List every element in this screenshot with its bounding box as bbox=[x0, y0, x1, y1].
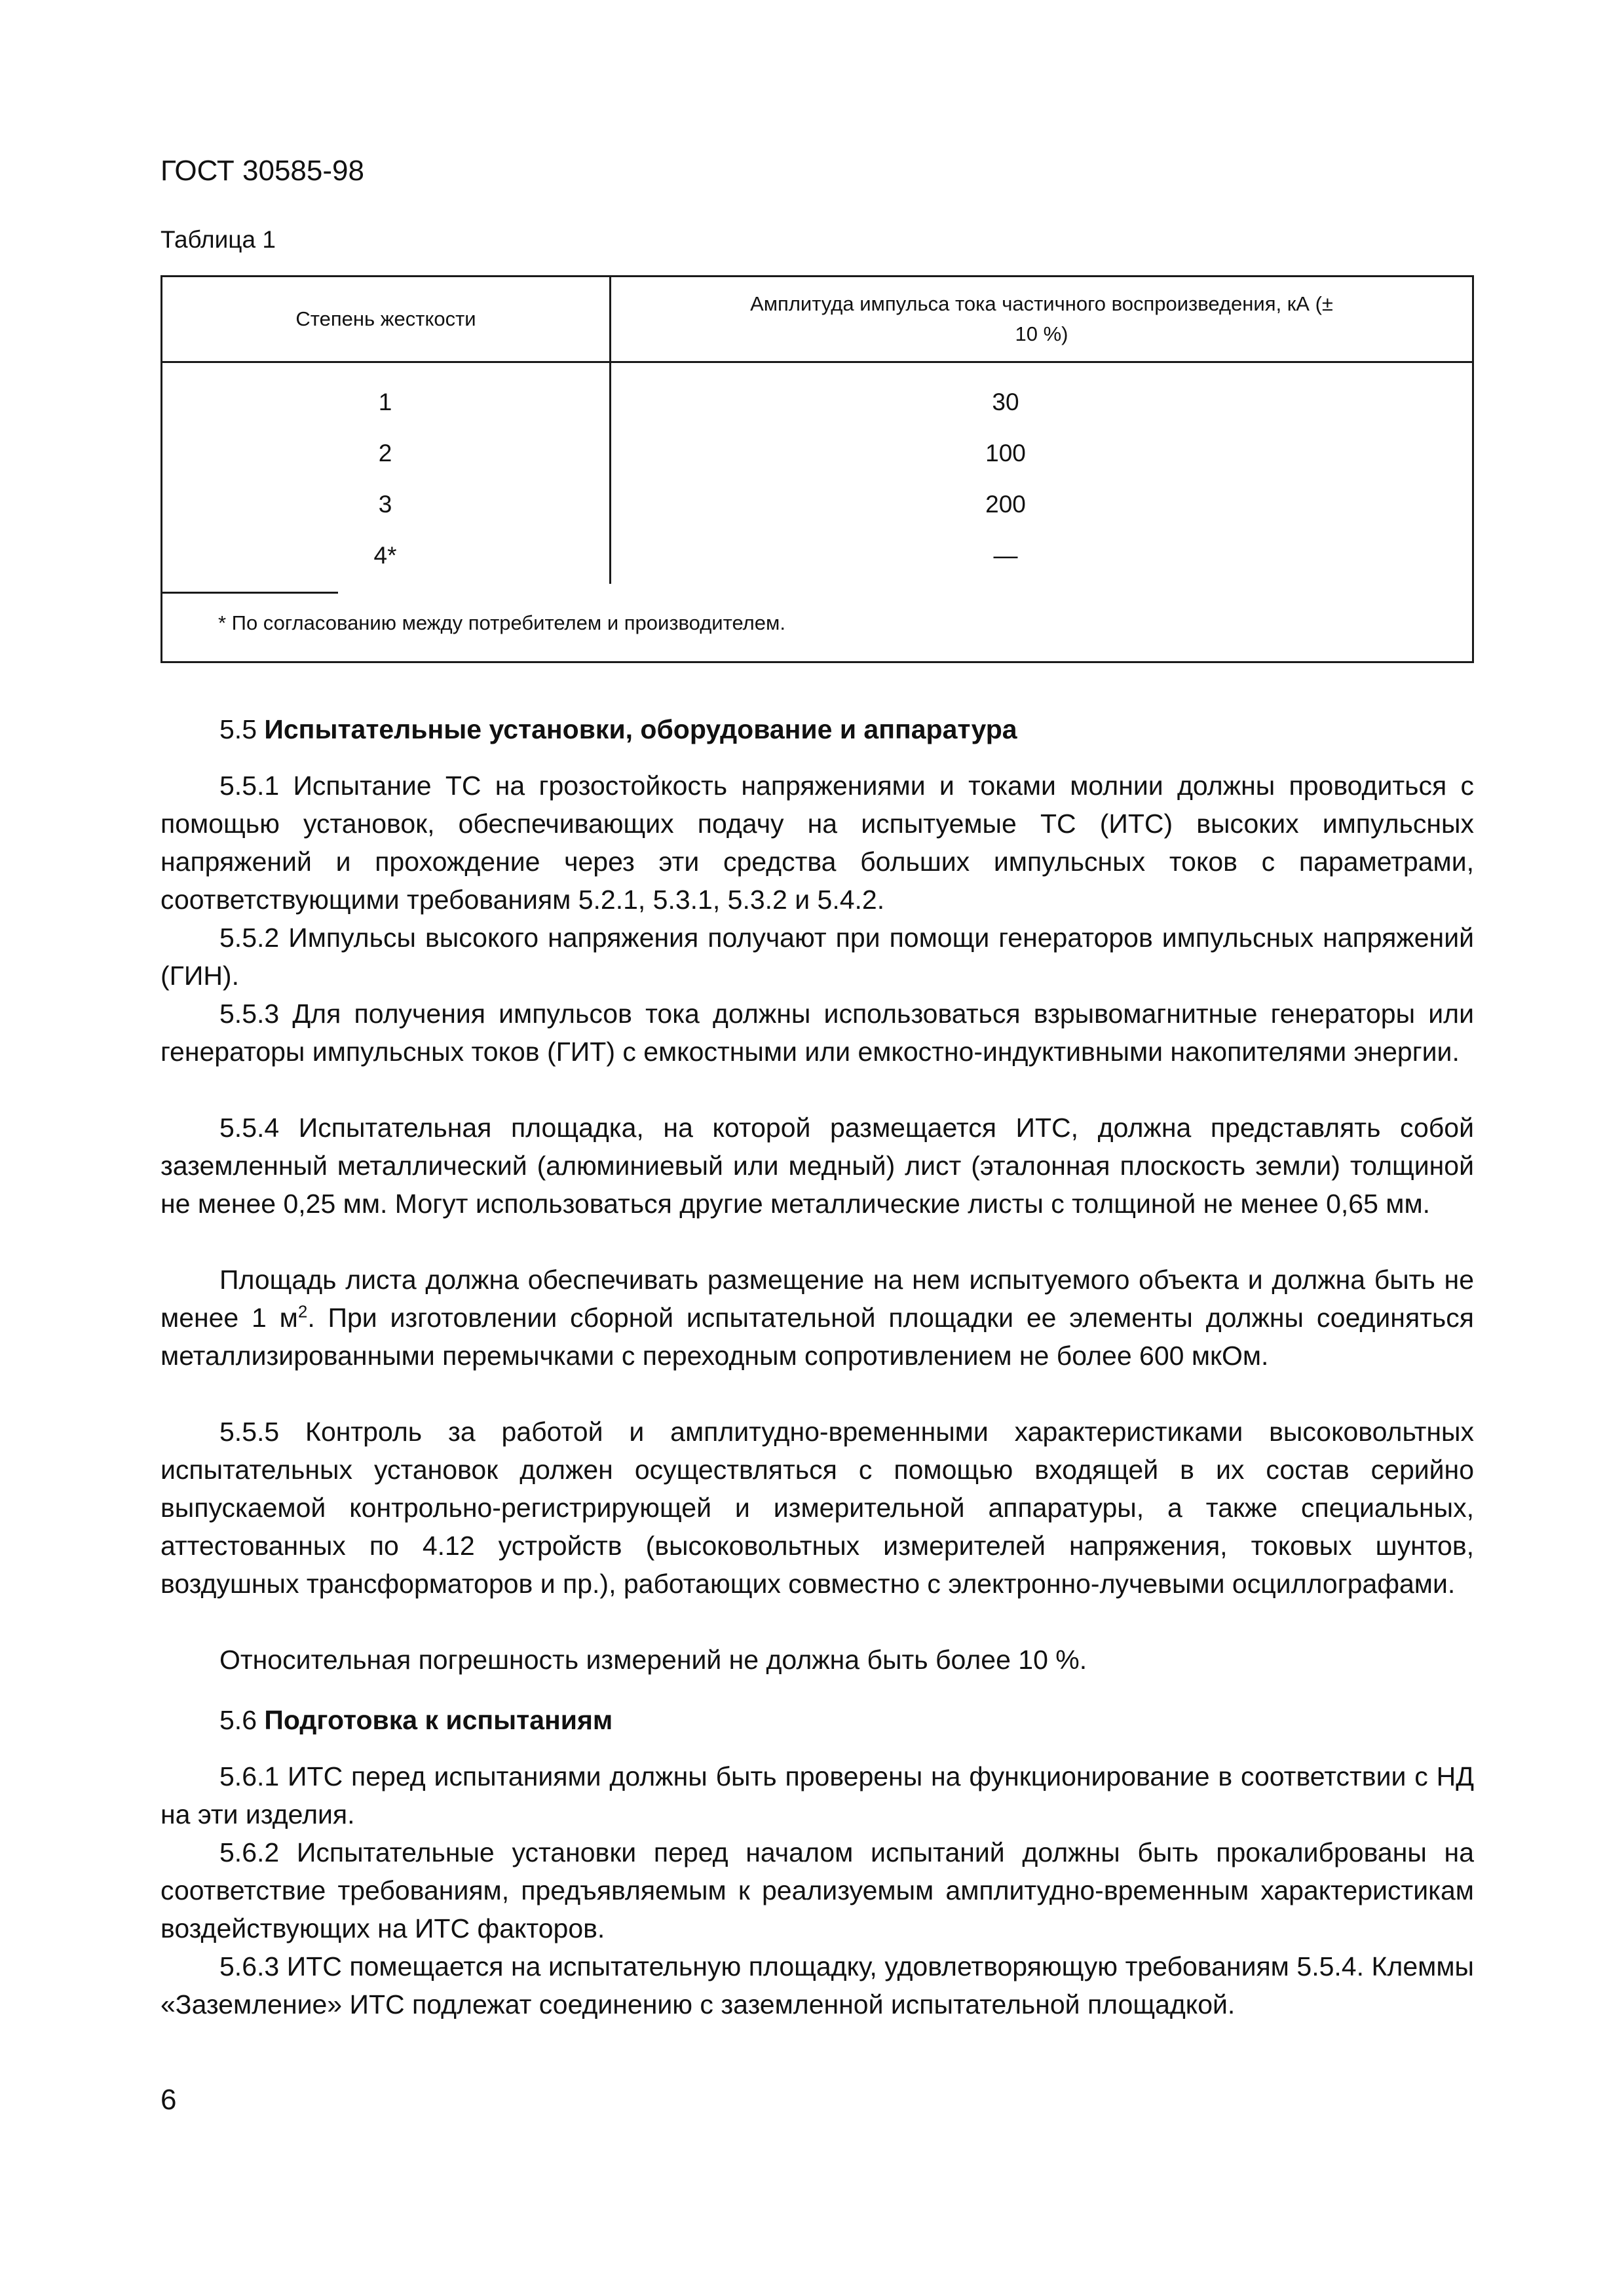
section-title: Подготовка к испытаниям bbox=[264, 1705, 613, 1735]
table-cell-amplitude: — bbox=[993, 542, 1018, 569]
table-1 bbox=[161, 275, 1474, 663]
section-number: 5.6 bbox=[219, 1705, 257, 1735]
table-header-divider bbox=[162, 361, 1472, 363]
paragraph-measurement-error: Относительная погрешность измерений не должна быть более 10 %. bbox=[219, 1645, 1087, 1675]
section-heading-5-5 bbox=[219, 714, 1017, 745]
section-number: 5.5 bbox=[219, 714, 257, 744]
table-cell-degree: 4* bbox=[373, 542, 397, 569]
sheet-area-text-b: . При изготовлении сборной испытательной площадки ее элементы должны соединяться металлизированными перемычками с переходным сопротивлением не более 600 мкОм. bbox=[161, 1303, 1474, 1371]
paragraph-5-5-5: 5.5.5 Контроль за работой и амплитудно-временными характеристиками высоковольтных испытательных установок должен осуществляться с помощью входящей в их состав серийно выпускаемой контрольно-регистрирующей и измерительной аппаратуры, а также специальных, аттестованных по 4.12 устройств (высоковольтных измерителей напряжения, токовых шунтов, воздушных трансформаторов и пр.), работающих совместно с электронно-лучевыми осциллографами. bbox=[161, 1417, 1474, 1599]
table-cell-degree: 1 bbox=[378, 389, 392, 415]
footnote-rule bbox=[162, 592, 338, 594]
paragraph-5-6-1: 5.6.1 ИТС перед испытаниями должны быть проверены на функционирование в соответствии с НД на эти изделия. bbox=[161, 1761, 1474, 1829]
paragraph-5-6-2: 5.6.2 Испытательные установки перед началом испытаний должны быть прокалиброваны на соответствие требованиям, предъявляемым к реализуемым амплитудно-временным характеристикам воздействующих на ИТС факторов. bbox=[161, 1837, 1474, 1943]
table-caption: Таблица 1 bbox=[161, 226, 276, 253]
table-header-degree: Степень жесткости bbox=[295, 307, 476, 330]
section-title: Испытательные установки, оборудование и аппаратура bbox=[264, 714, 1017, 744]
paragraph-5-5-2: 5.5.2 Импульсы высокого напряжения получают при помощи генераторов импульсных напряжений (ГИН). bbox=[161, 923, 1474, 991]
table-cell-degree: 3 bbox=[378, 491, 392, 518]
section-heading-5-6 bbox=[219, 1705, 613, 1736]
paragraph-5-5-1: 5.5.1 Испытание ТС на грозостойкость напряжениями и токами молнии должны проводиться с помощью установок, обеспечивающих подачу на испытуемые ТС (ИТС) высоких импульсных напряжений и прохождение через эти средства больших импульсных токов с параметрами, соответствующими требованиям 5.2.1, 5.3.1, 5.3.2 и 5.4.2. bbox=[161, 771, 1474, 915]
paragraph-5-5-4: 5.5.4 Испытательная площадка, на которой размещается ИТС, должна представлять собой заземленный металлический (алюминиевый или медный) лист (эталонная плоскость земли) толщиной не менее 0,25 мм. Могут использоваться другие металлические листы с толщиной не менее 0,65 мм. bbox=[161, 1113, 1474, 1219]
table-header-amplitude-text: Амплитуда импульса тока частичного воспроизведения, кА (± 10 %) bbox=[750, 292, 1333, 345]
superscript-2: 2 bbox=[297, 1301, 308, 1322]
table-cell-amplitude: 30 bbox=[992, 389, 1019, 415]
table-cell-amplitude: 200 bbox=[985, 491, 1026, 518]
page-number: 6 bbox=[161, 2084, 177, 2116]
paragraph-5-6-3: 5.6.3 ИТС помещается на испытательную площадку, удовлетворяющую требованиям 5.5.4. Клеммы «Заземление» ИТС подлежат соединению с заземленной испытательной площадкой. bbox=[161, 1951, 1474, 2019]
table-cell-amplitude: 100 bbox=[985, 440, 1026, 467]
sheet-area-text-a: Площадь листа должна обеспечивать размещение на нем испытуемого объекта и должна быть не менее 1 м bbox=[161, 1265, 1474, 1333]
paragraph-5-5-3: 5.5.3 Для получения импульсов тока должны использоваться взрывомагнитные генераторы или генераторы импульсных токов (ГИТ) с емкостными или емкостно-индуктивными накопителями энергии. bbox=[161, 999, 1474, 1067]
table-footnote: * По согласованию между потребителем и производителем. bbox=[218, 611, 785, 634]
table-header-amplitude bbox=[611, 277, 1472, 361]
paragraph-sheet-area bbox=[161, 1261, 1474, 1375]
table-cell-degree: 2 bbox=[378, 440, 392, 467]
standard-designation: ГОСТ 30585-98 bbox=[161, 155, 364, 187]
